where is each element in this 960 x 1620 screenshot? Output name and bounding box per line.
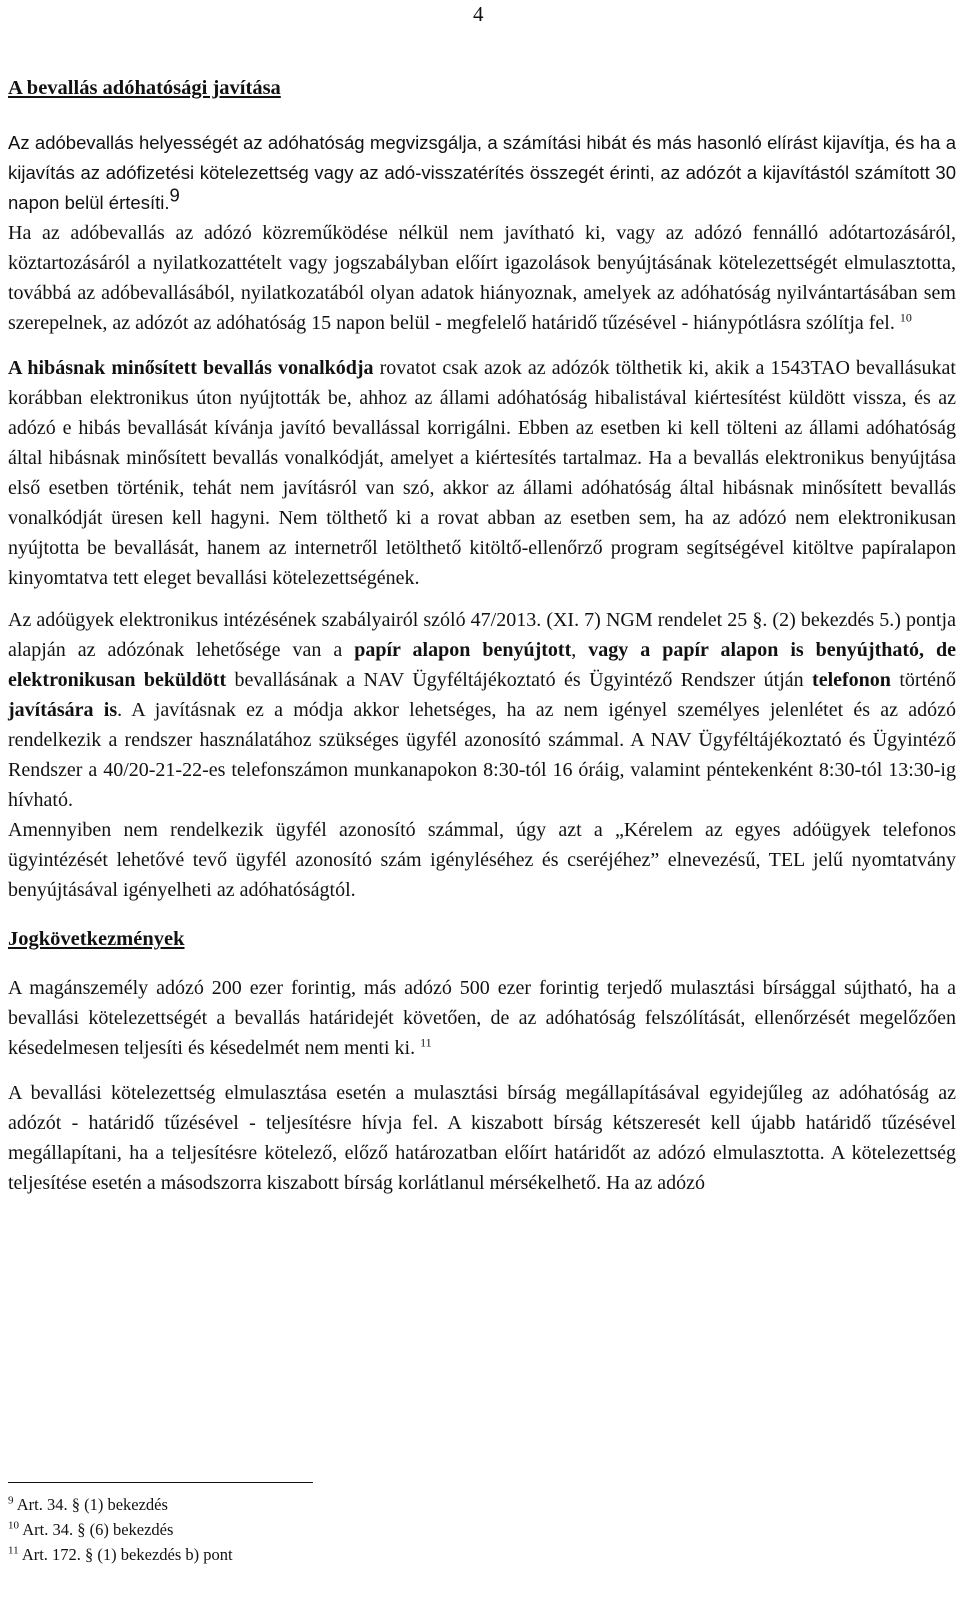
footnote-ref-10[interactable]: 10 — [899, 310, 912, 325]
penalty-text: A magánszemély adózó 200 ezer forintig, más adózó 500 ezer forintig terjedő mulasztási bírsággal sújtható, ha a bevallási kötelezettségét a bevallás határidejét követően, de az adóhatóság felszólítását, ellenőrzését megelőzően késedelmesen teljesíti és késedelmét nem menti ki. — [8, 977, 956, 1059]
phone-bold-2: vagy a papír alapon is benyújtható, de elektronikusan beküldött — [8, 639, 957, 691]
section-title-consequences: Jogkövetkezmények — [8, 928, 185, 950]
footnotes — [8, 1492, 233, 1567]
paragraph-phone-correction — [8, 605, 956, 815]
phone-text-1: Az adóügyek elektronikus intézésének szabályairól szóló 47/2013. (XI. 7) NGM rendelet 25 §. (2) bekezdés 5.) pontja alapján az adózónak lehetősége van a — [8, 609, 956, 661]
page-content — [8, 74, 956, 1198]
footnote-ref-11[interactable]: 11 — [420, 1035, 432, 1050]
paragraph-barcode — [8, 353, 956, 593]
footnote-ref-9[interactable]: 9 — [169, 184, 180, 206]
paragraph-client-id: Amennyiben nem rendelkezik ügyfél azonosító számmal, úgy azt a „Kérelem az egyes adóügyek telefonos ügyintézését lehetővé tevő ügyfél azonosító szám igényléséhez és cseréjéhez” elnevezésű, TEL jelű nyomtatvány benyújtásával igényelheti az adóhatóságtól. — [8, 819, 956, 901]
footnote-text: Art. 34. § (6) bekezdés — [22, 1520, 174, 1539]
footnote-text: Art. 34. § (1) bekezdés — [16, 1495, 168, 1514]
paragraph-correction-part-b: Ha az adóbevallás az adózó közreműködése nélkül nem javítható ki, vagy az adózó fennálló adótartozásáról, köztartozásáról a nyilatkozattételt vagy jogszabályban előírt igazolások benyújtásának kötelezettségét elmulasztotta, továbbá az adóbevallásából, nyilatkozatából olyan adatok hiányoznak, amelyek az adóhatóság nyilvántartásában sem szerepelnek, az adózót az adóhatóság 15 napon belül - megfelelő határidő tűzésével - hiánypótlásra szólítja fel. — [8, 222, 956, 334]
page-number: 4 — [473, 2, 484, 26]
paragraph-omission: A bevallási kötelezettség elmulasztása esetén a mulasztási bírság megállapításával egyidejűleg az adóhatóság az adózót - határidő tűzésével - teljesítésre hívja fel. A kiszabott bírság kétszeresét kell újabb határidő tűzésével megállapítani, ha a teljesítésre kötelező, előző határozatban előírt határidőt az adózó elmulasztotta. A kötelezettség teljesítése esetén a másodszorra kiszabott bírság korlátlanul mérsékelhető. Ha az adózó — [8, 1082, 956, 1194]
footnote-11 — [8, 1542, 233, 1567]
footnote-separator — [8, 1482, 313, 1483]
phone-text-4: történő — [890, 669, 957, 691]
footnote-9 — [8, 1492, 233, 1517]
section-title-correction: A bevallás adóhatósági javítása — [8, 77, 281, 99]
barcode-description: rovatot csak azok az adózók tölthetik ki, akik a 1543TAO bevallásukat korábban elektronikus úton nyújtották be, ahhoz az állami adóhatóság hibalistával kiértesítést küldött vissza, és az adózó e hibás bevallását kívánja javító bevallással korrigálni. Ebben az esetben ki kell tölteni az állami adóhatóság által hibásnak minősített bevallás vonalkódját, amelyet a kiértesítés tartalmaz. Ha a bevallás elektronikus benyújtása első esetben történik, tehát nem javításról van szó, akkor az állami adóhatóság által hibásnak minősített bevallás vonalkódját üresen kell hagyni. Nem tölthető ki a rovat abban az esetben sem, ha az adózó nem elektronikusan nyújtotta be bevallását, hanem az internetről letölthető kitöltő-ellenőrző program segítségével kitöltve papíralapon kinyomtatva tett eleget bevallási kötelezettségének. — [8, 357, 956, 589]
paragraph-penalty — [8, 973, 956, 1063]
phone-text-2: , — [571, 639, 589, 661]
phone-bold-3: telefonon — [812, 669, 891, 691]
paragraph-correction-part-a: Az adóbevallás helyességét az adóhatóság megvizsgálja, a számítási hibát és más hasonló elírást kijavítja, és ha a kijavítás az adófizetési kötelezettség vagy az adó-visszatérítés összegét érinti, az adózót a kijavítástól számított 30 napon belül értesíti. — [8, 132, 956, 213]
phone-text-3: bevallásának a NAV Ügyféltájékoztató és Ügyintéző Rendszer útján — [226, 669, 813, 691]
phone-bold-1: papír alapon benyújtott — [354, 639, 572, 661]
barcode-field-name: A hibásnak minősített bevallás vonalkódja — [8, 357, 374, 379]
footnote-10 — [8, 1517, 233, 1542]
paragraph-correction — [8, 128, 956, 338]
phone-text-5: . A javításnak ez a módja akkor lehetséges, ha az nem igényel személyes jelenlétet és az adózó rendelkezik a rendszer használatához szükséges ügyfél azonosító számmal. A NAV Ügyféltájékoztató és Ügyintéző Rendszer a 40/20-21-22-es telefonszámon munkanapokon 8:30-tól 16 óráig, valamint péntekenként 8:30-tól 13:30-ig hívható. — [8, 699, 956, 811]
footnote-number: 10 — [8, 1519, 19, 1532]
footnote-number: 9 — [8, 1494, 14, 1507]
footnote-text: Art. 172. § (1) bekezdés b) pont — [21, 1545, 233, 1564]
footnote-number: 11 — [8, 1544, 19, 1557]
phone-bold-4: javítására is — [8, 699, 118, 721]
